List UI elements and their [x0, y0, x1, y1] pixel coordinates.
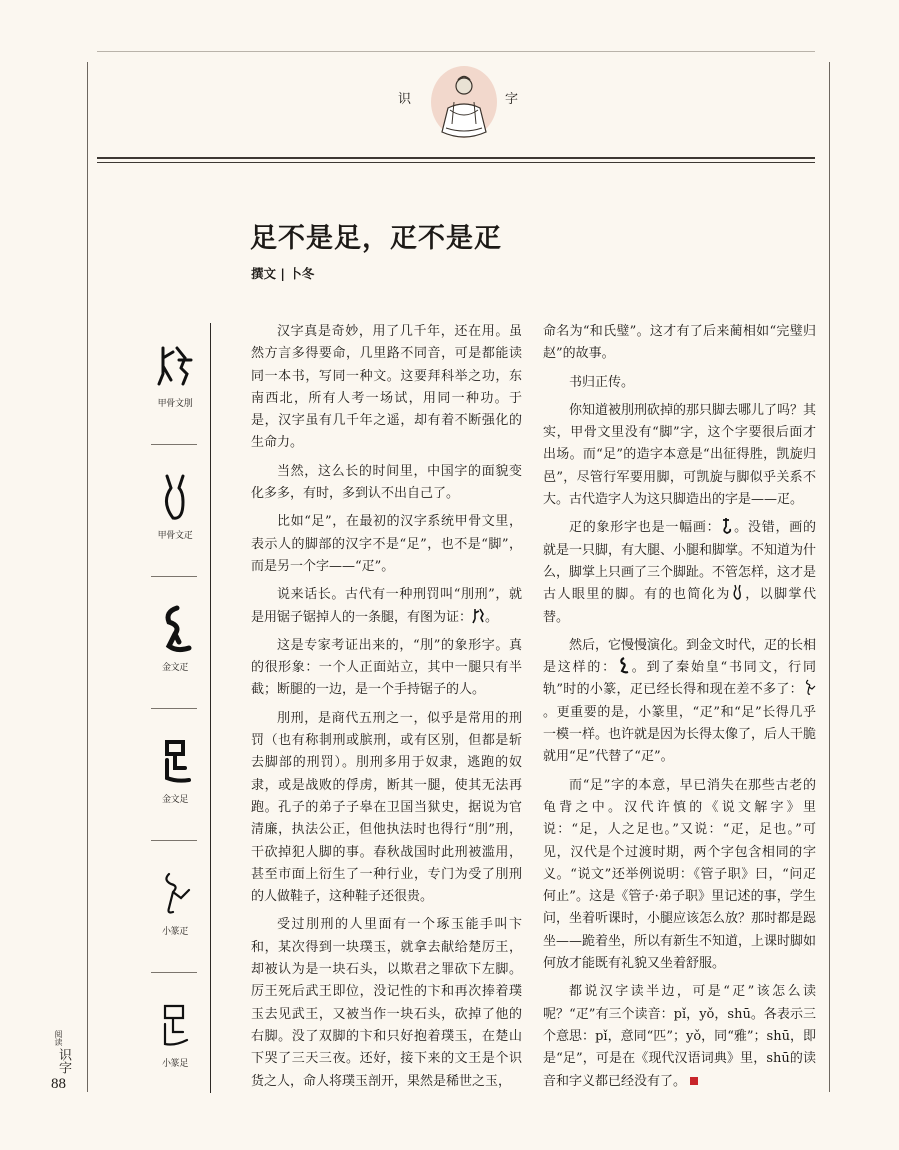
sidebar-label: 小篆足 — [161, 1059, 189, 1069]
paragraph-text: 然后，它慢慢演化。到金文时代，疋的长相是这样的： — [543, 637, 817, 676]
oracle-shu-glyph-icon — [155, 472, 195, 524]
paragraph-text: 都说汉字读半边，可是“疋”该怎么读呢？“疋”有三个读音：pǐ，yǒ，shū。各表示三个意思：pǐ，意同“匹”；yǒ，同“雅”；shū，即是“足”，可是在《现代汉语词典》里，shū的读音和字义都已经没有了。 — [543, 984, 816, 1089]
sidebar-item-oracle-shu — [151, 472, 199, 541]
end-mark — [690, 1077, 698, 1085]
seal-shu-inline-icon — [803, 679, 816, 696]
sidebar-separator — [151, 840, 197, 841]
sidebar-separator — [151, 576, 197, 577]
seated-figure-emblem-icon — [428, 62, 500, 140]
text-column-1 — [251, 321, 522, 1099]
text-column-2 — [543, 321, 816, 1099]
paragraph: 受过刖刑的人里面有一个琢玉能手叫卞和，某次得到一块璞玉，就拿去献给楚厉王，却被认为是一块石头，以欺君之罪砍下左脚。厉王死后武王即位，没记性的卞和再次捧着璞玉去见武王，又被当作一块石头，砍掉了他的右脚。没了双脚的卞和只好抱着璞玉，在楚山下哭了三天三夜。还好，接下来的文王是个识货之人，命人将璞玉剖开，果然是稀世之玉， — [251, 917, 522, 1089]
bronze-shu-inline-icon — [617, 657, 630, 674]
paragraph-text: 。到了秦始皇“书同文，行同轨”时的小篆，疋已经长得和现在差不多了： — [543, 660, 816, 698]
oracle-yue-inline-icon — [472, 607, 485, 624]
sidebar-item-bronze-shu — [151, 604, 199, 673]
oracle-shu-simple-inline-icon — [731, 584, 744, 601]
paragraph: 当然，这么长的时间里，中国字的面貌变化多多，有时，多到认不出自己了。 — [251, 463, 522, 502]
paragraph-text: 疋的象形字也是一幅画： — [569, 520, 721, 536]
sidebar-item-seal-zu — [151, 1000, 199, 1069]
sidebar-separator — [151, 444, 197, 445]
paragraph — [543, 635, 816, 769]
frame-left-line — [87, 62, 88, 1092]
seal-shu-glyph-icon — [155, 868, 195, 920]
paragraph-text: 。更重要的是，小篆里，“疋”和“足”长得几乎一模一样。也许就是因为长得太像了，后人干脆就用“足”代替了“疋”。 — [543, 704, 817, 765]
paragraph: 命名为“和氏璧”。这才有了后来蔺相如“完璧归赵”的故事。 — [543, 324, 816, 362]
byline: 撰文 | 卜冬 — [251, 266, 315, 281]
paragraph-text: 。没错，画的就是一只脚，有大腿、小腿和脚掌。不知道为什么，脚掌上只画了三个脚趾。不管怎样，这才是古人眼里的脚。有的也简化为 — [543, 520, 817, 603]
page-number: 88 — [51, 1076, 66, 1092]
section-name: 识字 — [56, 1048, 71, 1074]
paragraph: 而“足”字的本意，早已消失在那些古老的龟背之中。汉代许慎的《说文解字》里说：“足，人之足也。”又说：“疋，足也。”可见，汉代是个过渡时期，两个字包含相同的字义。“说文”还举例说明：《管子职》曰，“问疋何止”。这是《管子·弟子职》里记述的事，学生问，坐着听课时，小腿应该怎么放？那时都是跽坐——跪着坐，所以有新生不知道，上课时脚如何放才能既有礼貌又坐着舒服。 — [543, 777, 817, 972]
paragraph-text: 。 — [485, 609, 499, 625]
section-small-label: 阅读 — [54, 1030, 63, 1046]
paragraph: 书归正传。 — [569, 374, 635, 390]
header-rule — [97, 157, 815, 159]
oracle-shu-inline-icon — [720, 517, 733, 534]
paragraph — [251, 584, 522, 629]
sidebar-separator — [151, 972, 197, 973]
sidebar-label: 小篆疋 — [161, 927, 189, 937]
header-right-char: 字 — [505, 92, 520, 107]
section-label — [54, 1030, 70, 1074]
sidebar-item-seal-shu — [151, 868, 199, 937]
seal-zu-glyph-icon — [155, 1000, 195, 1052]
oracle-yue-glyph-icon — [155, 340, 195, 392]
header-left-char: 识 — [398, 92, 413, 107]
paragraph: 这是专家考证出来的，“刖”的象形字。真的很形象：一个人正面站立，其中一腿只有半截；断腿的一边，是一个手持锯子的人。 — [251, 637, 522, 698]
paragraph: 你知道被刖刑砍掉的那只脚去哪儿了吗？其实，甲骨文里没有“脚”字，这个字要很后面才出场。而“足”的造字本意是“出征得胜，凯旋归邑”，尽管行军要用脚，可凯旋与脚似乎关系不大。古代造字人为这只脚造出的字是——疋。 — [543, 402, 817, 508]
paragraph — [543, 517, 816, 628]
sidebar-label: 金文足 — [161, 795, 189, 805]
sidebar-separator — [151, 708, 197, 709]
bronze-shu-glyph-icon — [155, 604, 195, 656]
sidebar-divider — [210, 323, 211, 1093]
article-title: 足不是足，疋不是疋 — [250, 223, 502, 254]
top-rule — [97, 51, 815, 52]
frame-right-line — [829, 62, 830, 1092]
paragraph-text: ，以脚掌代替。 — [543, 587, 816, 625]
paragraph: 汉字真是奇妙，用了几千年，还在用。虽然方言多得要命，几里路不同音，可是都能读同一本书，写同一种文。这要拜科举之功，东南西北，所有人考一场试，用同一种功。于是，汉字虽有几千年之遥，却有着不断强化的生命力。 — [251, 324, 522, 451]
paragraph: 刖刑，是商代五刑之一，似乎是常用的刑罚（也有称剕刑或膑刑，或有区别，但都是斩去脚部的刑罚）。刖刑多用于奴隶，逃跑的奴隶，或是战败的俘虏，断其一腿，使其无法再跑。孔子的弟子子皋在卫国当狱史，据说为官清廉，执法公正，但他执法时也得行“刖”刑，干砍掉犯人脚的事。春秋战国时此刑被滥用，甚至市面上衍生了一种行业，专门为受了刖刑的人做鞋子，这种鞋子还很贵。 — [251, 710, 522, 905]
sidebar-label: 甲骨文刖 — [157, 399, 193, 409]
paragraph — [543, 981, 816, 1092]
paragraph-text: 说来话长。古代有一种刑罚叫“刖刑”，就是用锯子锯掉人的一条腿，有图为证： — [251, 587, 522, 625]
header-rule-thin — [97, 162, 815, 163]
sidebar-label: 甲骨文疋 — [157, 531, 193, 541]
bronze-zu-glyph-icon — [155, 736, 195, 788]
sidebar-item-bronze-zu — [151, 736, 199, 805]
sidebar-item-oracle-yue — [151, 340, 199, 409]
sidebar-label: 金文疋 — [161, 663, 189, 673]
paragraph: 比如“足”，在最初的汉字系统甲骨文里，表示人的脚部的汉字不是“足”，也不是“脚”，而是另一个字——“疋”。 — [251, 514, 522, 574]
